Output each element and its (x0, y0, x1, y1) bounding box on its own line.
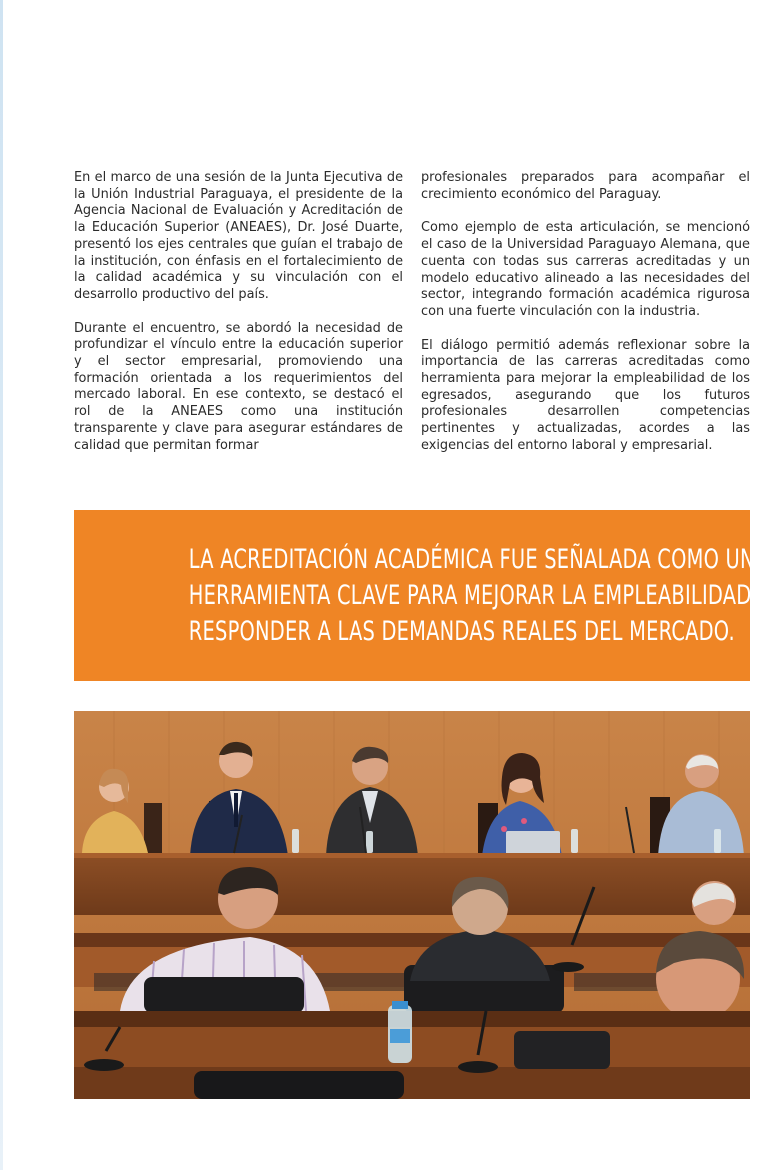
paragraph: El diálogo permitió además reflexionar sobre la importancia de las carreras acreditadas como herramienta para mejorar la empleabilidad de los egresados, asegurando que los futuros profesionales desarrollen competencias pertinentes y actualizadas, acordes a las exigencias del entorno laboral y empresarial. (421, 337, 750, 453)
pull-quote-line: LA ACREDITACIÓN ACADÉMICA FUE SEÑALADA COMO UNA (188, 543, 769, 575)
pull-quote-text (188, 542, 770, 650)
article-body (74, 170, 750, 472)
meeting-photo (74, 711, 750, 1099)
paragraph: profesionales preparados para acompañar el crecimiento económico del Paraguay. (421, 170, 750, 202)
meeting-photo-illustration (74, 711, 750, 1099)
paragraph: Durante el encuentro, se abordó la necesidad de profundizar el vínculo entre la educación superior y el sector empresarial, promoviendo una formación orientada a los requerimientos del mercado laboral. En ese contexto, se destacó el rol de la ANEAES como una institución transparente y clave para asegurar estándares de calidad que permitan formar (74, 320, 403, 453)
page-edge-strip (0, 0, 3, 1170)
pull-quote-line: HERRAMIENTA CLAVE PARA MEJORAR LA EMPLEABILIDAD Y (188, 579, 770, 611)
pull-quote-line: RESPONDER A LAS DEMANDAS REALES DEL MERCADO. (188, 615, 735, 647)
paragraph: En el marco de una sesión de la Junta Ejecutiva de la Unión Industrial Paraguaya, el presidente de la Agencia Nacional de Evaluación y Acreditación de la Educación Superior (ANEAES), Dr. José Duarte, presentó los ejes centrales que guían el trabajo de la institución, con énfasis en el fortalecimiento de la calidad académica y su vinculación con el desarrollo productivo del país. (74, 170, 403, 302)
paragraph: Como ejemplo de esta articulación, se mencionó el caso de la Universidad Paraguayo Alemana, que cuenta con todas sus carreras acreditadas y un modelo educativo alineado a las necesidades del sector, integrando formación académica rigurosa con una fuerte vinculación con la industria. (421, 220, 750, 319)
article-right-column (421, 170, 750, 472)
article-left-column (74, 170, 403, 472)
pull-quote-box (74, 510, 770, 681)
